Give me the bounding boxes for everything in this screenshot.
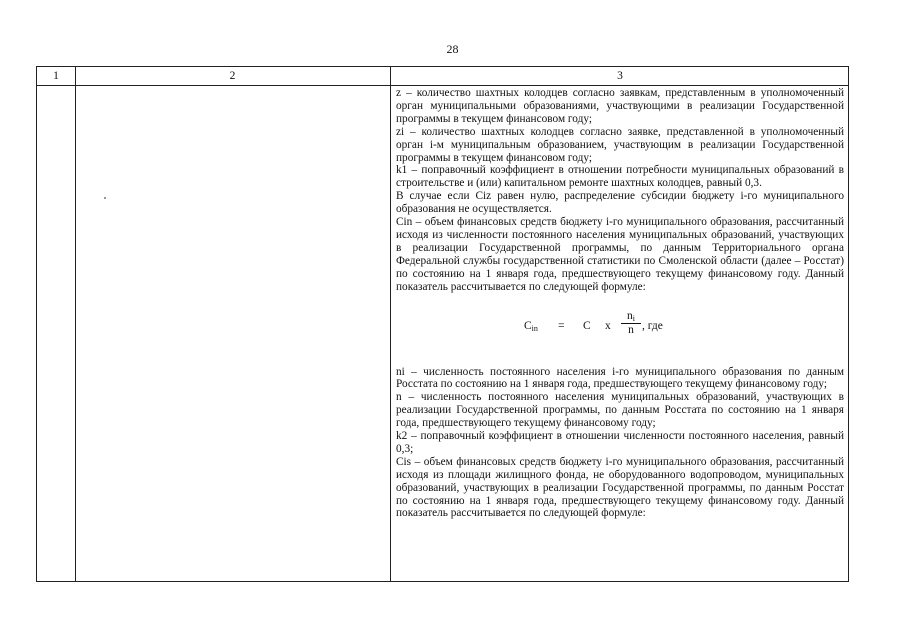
paragraph: k1 – поправочный коэффициент в отношении потребности муниципальных образований в строительстве и (или) капитальном ремонте шахтных колодцев, равный 0,3. (396, 164, 844, 190)
header-divider (37, 85, 848, 86)
fraction-denominator: n (628, 323, 634, 336)
paragraph: k2 – поправочный коэффициент в отношении численности постоянного населения, равный 0,3; (396, 430, 844, 455)
paragraph: В случае если Ciz равен нулю, распределение субсидии бюджету i-го муниципального образования не осуществляется. (396, 190, 844, 216)
formula-equals: = (558, 319, 565, 332)
formula-multiply: x (605, 319, 611, 332)
column-header-3: 3 (617, 70, 623, 82)
fraction-numerator: $n_i$ (621, 310, 641, 324)
formula-lhs: $C_{in}$ (524, 319, 538, 333)
column-3-content (396, 87, 844, 520)
formula (396, 309, 844, 340)
column-divider (75, 67, 76, 581)
column-header-2: 2 (229, 70, 236, 82)
paragraph: ni – численность постоянного населения i-го муниципального образования по данным Росстата по состоянию на 1 января года, предшествующего текущему финансовому году; (396, 365, 844, 391)
formula-tail: , где (642, 319, 663, 332)
column-header-1: 1 (53, 70, 59, 82)
formula-fraction (621, 310, 641, 337)
page-number: 28 (446, 42, 459, 56)
stray-mark (104, 197, 106, 199)
paragraph: n – численность постоянного населения муниципальных образований, участвующих в реализации Государственной программы, по данным Росстата по состоянию на 1 января года, предшествующего текущему финансовому году; (396, 391, 844, 430)
paragraph: Cin – объем финансовых средств бюджету i-го муниципального образования, рассчитанный исходя из численности постоянного населения муниципальных образований, участвующих в реализации Государственной программы, по данным Территориального органа Федеральной службы государственной статистики по Смоленской области (далее – Росстат) по состоянию на 1 января года, предшествующего текущему финансовому году. Данный показатель рассчитывается по следующей формуле: (396, 216, 844, 293)
paragraph: z – количество шахтных колодцев согласно заявкам, представленным в уполномоченный орган муниципальными образованиями, участвующими в реализации Государственной программы в текущем финансовом году; (396, 87, 844, 125)
formula-total: C (583, 319, 591, 332)
paragraph: zi – количество шахтных колодцев согласно заявке, представленной в уполномоченный орган i-м муниципальным образованием, участвующим в реализации Государственной программы в текущем финансовом году; (396, 125, 844, 164)
column-divider (390, 67, 391, 581)
document-table (36, 66, 849, 582)
paragraph: Cis – объем финансовых средств бюджету i-го муниципального образования, рассчитанный исходя из площади жилищного фонда, не оборудованного водопроводом, муниципальных образований, участвующих в реализации Государственной программы, по данным Росстат по состоянию на 1 января года, предшествующего текущему финансовому году. Данный показатель рассчитывается по следующей формуле: (396, 455, 844, 520)
